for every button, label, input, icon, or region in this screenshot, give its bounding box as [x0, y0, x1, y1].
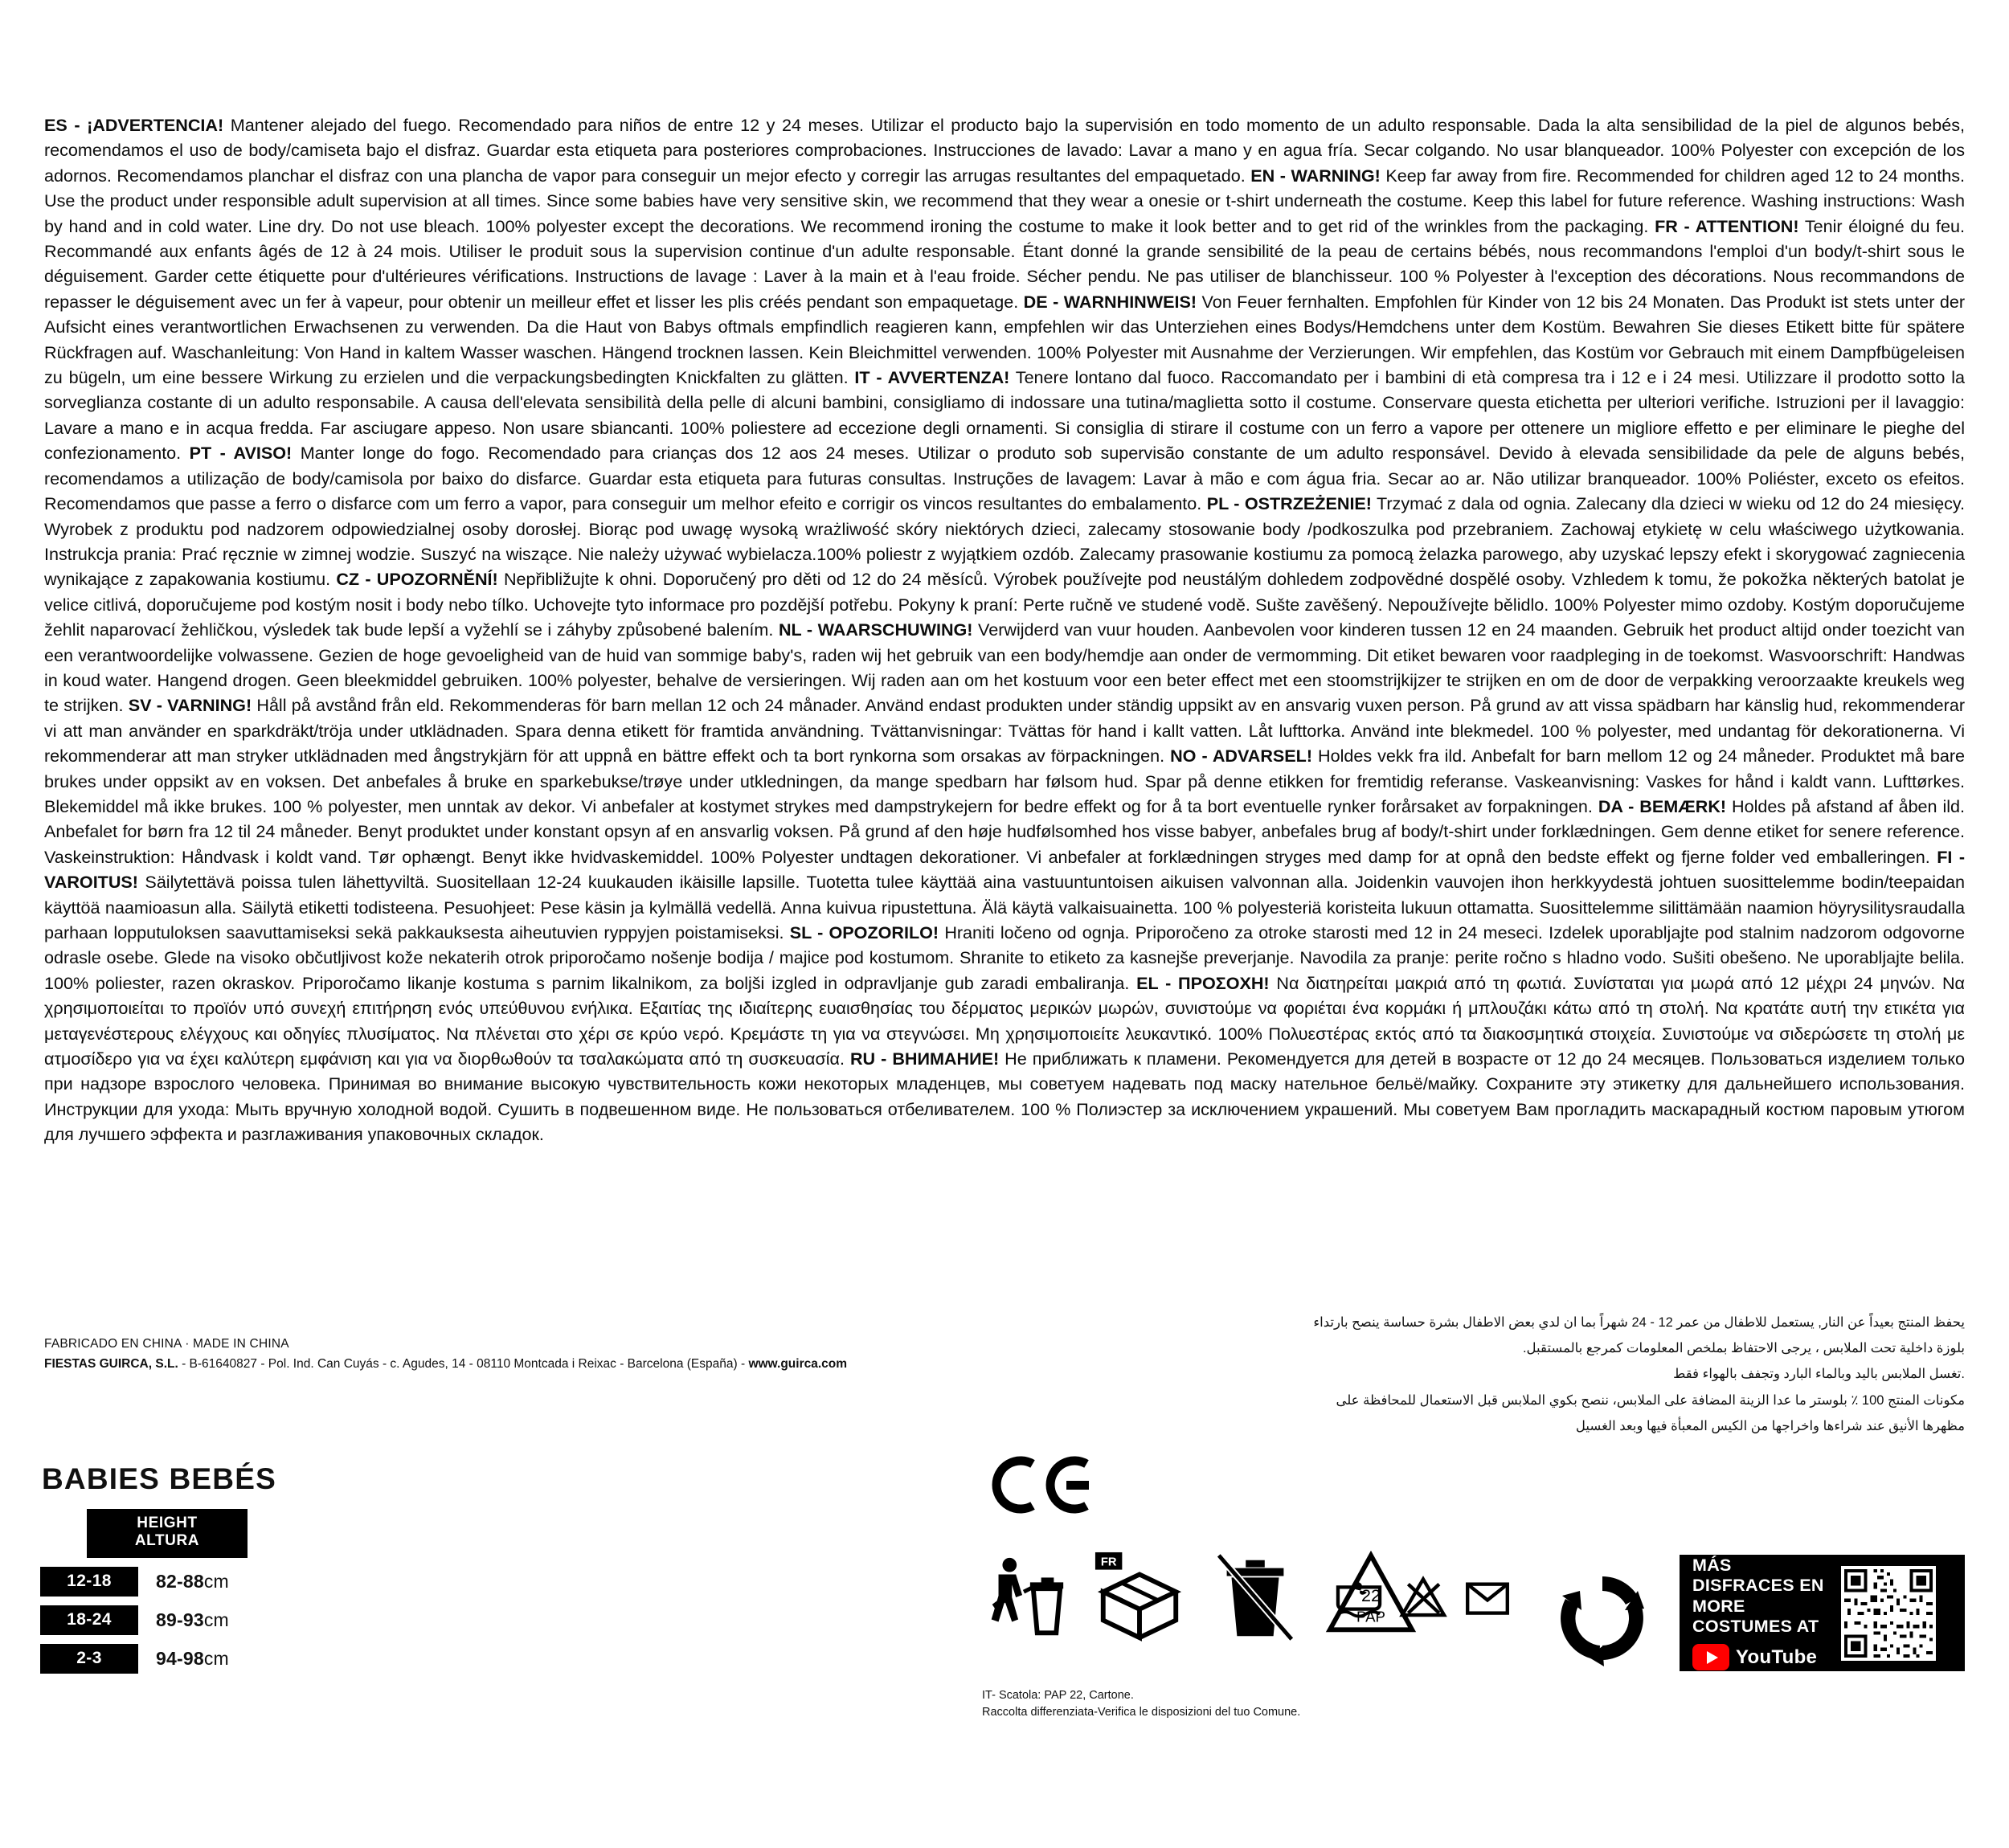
bottom-marks-zone [0, 1438, 2009, 1848]
arabic-warning-text [1065, 1310, 1965, 1439]
multilingual-warning-text: ES - ¡ADVERTENCIA! Mantener alejado del fuego. Recomendado para niños de entre 12 y 24 meses. Utilizar el producto bajo la supervisión en todo momento de un adulto responsable. Dada la alta sensibilidad de la piel de algunos bebés, recomendamos el uso de body/camiseta bajo el disfraz. Guardar esta etiqueta para posteriores comprobaciones. Instrucciones de lavado: Lavar a mano y en agua fría. Secar colgando. No usar blanqueador. 100% Polyester con excepción de los adornos. Recomendamos planchar el disfraz con una plancha de vapor para conseguir un mejor efecto y corregir las arrugas resultantes del empaquetado. EN - WARNING! Keep far away from fire. Recommended for children aged 12 to 24 months. Use the product under responsible adult supervision at all times. Since some babies have very sensitive skin, we recommend that they wear a onesie or t-shirt underneath the costume. Keep this label for future reference. Washing instructions: Wash by hand and in cold water. Line dry. Do not use bleach. 100% polyester except the decorations. We recommend ironing the costume to make it look better and to get rid of the wrinkles from the packaging. FR - ATTENTION! Tenir éloigné du feu. Recommandé aux enfants âgés de 12 à 24 mois. Utiliser le produit sous la supervision continue d'un adulte responsable. Étant donné la grande sensibilité de la peau de certains bébés, nous recommandons l'emploi d'un body/t-shirt sous le déguisement. Garder cette étiquette pour d'ultérieures vérifications. Instructions de lavage : Laver à la main et à l'eau froide. Sécher pendu. Ne pas utiliser de blanchisseur. 100 % Polyester à l'exception des décorations. Nous recommandons de repasser le déguisement avec un fer à vapeur, pour obtenir un meilleur effet et lisser les plis créés pendant son empaquetage. DE - WARNHINWEIS! Von Feuer fernhalten. Empfohlen für Kinder von 12 bis 24 Monaten. Das Produkt ist stets unter der Aufsicht eines verantwortlichen Erwachsenen zu verwenden. Da die Haut von Babys oftmals empfindlich reagieren kann, empfehlen wir das Unterziehen eines Bodys/Hemdchens unter dem Kostüm. Bewahren Sie dieses Etikett bitte für spätere Rückfragen auf. Waschanleitung: Von Hand in kaltem Wasser waschen. Hängend trocknen lassen. Kein Bleichmittel verwenden. 100% Polyester mit Ausnahme der Verzierungen. Wir empfehlen, das Kostüm vor Gebrauch mit einem Dampfbügeleisen zu bügeln, um eine bessere Wirkung zu erzielen und die verpackungsbedingten Knickfalten zu glätten. IT - AVVERTENZA! Tenere lontano dal fuoco. Raccomandato per i bambini di età compresa tra i 12 e i 24 mesi. Utilizzare il prodotto sotto la sorveglianza costante di un adulto responsabile. A causa dell'elevata sensibilità della pelle di alcuni bambini, consigliamo di indossare una tutina/maglietta sotto il costume. Conservare questa etichetta per ulteriori verifiche. Istruzioni per il lavaggio: Lavare a mano e in acqua fredda. Far asciugare appeso. Non usare sbiancanti. 100% poliestere ad eccezione degli ornamenti. Si consiglia di stirare il costume con un ferro a vapore per ottenere un migliore effetto e per eliminare le pieghe del confezionamento. PT - AVISO! Manter longe do fogo. Recomendado para crianças dos 12 aos 24 meses. Utilizar o produto sob supervisão constante de um adulto responsável. Devido à elevada sensibilidade da pele de alguns bebés, recomendamos a utilização de body/camisola por baixo do disfarce. Guardar esta etiqueta para futuras consultas. Instruções de lavagem: Lavar à mão e com água fria. Secar ao ar. Não utilizar branqueador. 100% Poliéster, exceto os efeitos. Recomendamos que passe a ferro o disfarce com um ferro a vapor, para conseguir um melhor efeito e corrigir os vincos resultantes do embalamento. PL - OSTRZEŻENIE! Trzymać z dala od ognia. Zalecany dla dzieci w wieku od 12 do 24 miesięcy. Wyrobek z produktu pod nadzorem odpowiedzialnej osoby dorosłej. Biorąc pod uwagę wysoką wrażliwość skóry niektórych dzieci, zalecamy stosowanie body /podkoszulka pod przebraniem. Zachowaj etykietę w celu właściwego użytkowania. Instrukcja prania: Prać ręcznie w zimnej wodzie. Suszyć na wiszące. Nie należy używać wybielacza.100% poliestr z wyjątkiem ozdób. Zalecamy prasowanie kostiumu za pomocą żelazka parowego, aby uzyskać lepszy efekt i skorygować zagniecenia wynikające z zapakowania kostiumu. CZ - UPOZORNĚNÍ! Nepřibližujte k ohni. Doporučený pro děti od 12 do 24 měsíců. Výrobek používejte pod neustálým dohledem zodpovědné dospělé osoby. Vzhledem k tomu, že pokožka některých batolat je velice citlivá, doporučujeme pod kostým nosit i body nebo tílko. Uchovejte tyto informace pro pozdější potřebu. Pokyny k praní: Perte ručně ve studené vodě. Sušte zavěšený. Nepoužívejte bělidlo. 100% Polyester mimo ozdoby. Kostým doporučujeme žehlit naparovací žehličkou, výsledek tak bude lepší a vyžehlí se i záhyby způsobené balením. NL - WAARSCHUWING! Verwijderd van vuur houden. Aanbevolen voor kinderen tussen 12 en 24 maanden. Gebruik het product altijd onder toezicht van een verantwoordelijke volwassene. Gezien de hoge gevoeligheid van de huid van sommige baby's, raden wij het gebruik van een body/hemdje aan onder de vermomming. Dit etiket bewaren voor raadpleging in de toekomst. Wasvoorschrift: Handwas in koud water. Hangend drogen. Geen bleekmiddel gebruiken. 100% polyester, behalve de versieringen. Wij raden aan om het kostuum voor een beter effect met een stoomstrijkijzer te strijken en om de door de verpakking veroorzaakte kreukels weg te strijken. SV - VARNING! Håll på avstånd från eld. Rekommenderas för barn mellan 12 och 24 månader. Använd endast produkten under ständig uppsikt av en ansvarig vuxen person. På grund av att vissa spädbarn har känslig hud, rekommenderar vi att man använder en sparkdräkt/tröja under utklädnaden. Spara denna etikett för framtida användning. Tvättanvisningar: Tvättas för hand i kallt vatten. Låt lufttorka. Använd inte blekmedel. 100 % polyester, med undantag för dekorationerna. Vi rekommenderar att man stryker utklädnaden med ångstrykjärn för att uppnå en bättre effekt och ta bort rynkorna som orsakas av förpackningen. NO - ADVARSEL! Holdes vekk fra ild. Anbefalt for barn mellom 12 og 24 måneder. Produktet må bare brukes under oppsikt av en voksen. Det anbefales å bruke en sparkebukse/trøye under utkledningen, da mange spedbarn har følsom hud. Spar på denne etikken for fremtidig referanse. Vaskeanvisning: Vaskes for hånd i kaldt vann. Lufttørkes. Blekemiddel må ikke brukes. 100 % polyester, men unntak av dekor. Vi anbefaler at kostymet strykes med dampstrykejern for bedre effekt og for å ta bort eventuelle rynker forårsaket av forpakningen. DA - BEMÆRK! Holdes på afstand af åben ild. Anbefalet for børn fra 12 til 24 måneder. Benyt produktet under konstant opsyn af en ansvarlig voksen. På grund af den høje hudfølsomhed hos visse babyer, anbefales brug af body/t-shirt under forklædningen. Gem denne etiket for senere reference. Vaskeinstruktion: Håndvask i koldt vand. Tør ophængt. Benyt ikke hvidvaskemiddel. 100% Polyester undtagen dekorationer. Vi anbefaler at forklædningen stryges med damp for at opnå den bedste effekt og fjerne folder ved emballeringen. FI - VAROITUS! Säilytettävä poissa tulen lähettyviltä. Suositellaan 12-24 kuukauden ikäisille lapsille. Tuotetta tulee käyttää aina vastuuntuntoisen aikuisen valvonnan alla. Joidenkin vauvojen ihon herkkyydestä johtuen suosittelemme bodin/teepaidan käyttöä naamioasun alla. Säilytä etiketti todisteena. Pesuohjeet: Pese käsin ja kylmällä vedellä. Anna kuivua ripustettuna. Älä käytä valkaisuainetta. 100 % polyesteriä koristeita lukuun ottamatta. Suosittelemme silittämään naamion höyrysilitysraudalla parhaan lopputuloksen saavuttamiseksi sekä pakkauksesta aiheutuvien ryppyjen poistamiseksi. SL - OPOZORILO! Hraniti ločeno od ognja. Priporočeno za otroke starosti med 12 in 24 meseci. Izdelek uporabljajte pod stalnim nadzorom odgovorne odrasle osebe. Glede na visoko občutljivost kože nekaterih otrok priporočamo nošenje bodija / majice pod kostumom. Shranite to etiketo za kasnejše preverjanje. Navodila za pranje: perite ročno s hladno vodo. Sušiti obešeno. Ne uporabljajte belila. 100% poliester, razen okraskov. Priporočamo likanje kostuma s parnim likalnikom, za boljši izgled in odpravljanje gub zaradi embaliranja. EL - ΠΡΟΣΟΧΗ! Να διατηρείται μακριά από τη φωτιά. Συνίσταται για μωρά από 12 μέχρι 24 μηνών. Να χρησιμοποιείται το προϊόν υπό συνεχή επιτήρηση ενός υπεύθυνου ενήλικα. Εξαιτίας της ιδιαίτερης ευαισθησίας του δέρματος μερικών μωρών, συνιστούμε να φοριέται ένα κορμάκι ή μπλουζάκι κάτω από τη στολή. Να κρατάτε αυτή την ετικέτα για μεταγενέστερους ελέγχους και οδηγίες πλυσίματος. Να πλένεται στο χέρι σε κρύο νερό. Κρεμάστε τη για να στεγνώσει. Μη χρησιμοποιείτε λευκαντικό. 100% Πολυεστέρας εκτός από τα διακοσμητικά στοιχεία. Συνιστούμε να σιδερώσετε τη στολή με ατμοσίδερο για να έχει καλύτερη εμφάνιση και για να διορθωθούν τα τσαλακώματα από τη συσκευασία. RU - ВНИМАНИЕ! Не приближать к пламени. Рекомендуется для детей в возрасте от 12 до 24 месяцев. Пользоваться изделием только при надзоре взрослого человека. Принимая во внимание высокую чувствительность кожи некоторых младенцев, мы советуем надевать под маску нательное бельё/майку. Сохраните эту этикетку для дальнейшего использования. Инструкции для ухода: Мыть вручную холодной водой. Сушить в подвешенном виде. Не пользоваться отбеливателем. 100 % Полиэстер за исключением украшений. Мы советуем Вам прогладить маскарадный костюм паровым утюгом для лучшего эффекта и разглаживания упаковочных складок. [44, 115, 1966, 1145]
size-height-value [156, 1609, 229, 1631]
arabic-line-4: مكونات المنتج 100 ٪ بلوستر ما عدا الزينة المضافة على الملابس، ننصح بكوي الملابس قبل الاستعمال للمحافظة على [1336, 1392, 1965, 1408]
ce-mark-icon [988, 1445, 1109, 1529]
company-line [44, 1354, 1049, 1374]
tumble-dry-icon [1463, 1573, 1512, 1623]
qr-code-icon[interactable] [1841, 1566, 1936, 1661]
company-name: FIESTAS GUIRCA, S.L. [44, 1357, 178, 1372]
size-table [40, 1462, 378, 1674]
arabic-line-5: مظهرها الأنيق عند شراءها واخراجها من الكيس المعبأة فيها وبعد الغسيل [1575, 1418, 1965, 1433]
svg-text:PAP: PAP [1356, 1608, 1385, 1625]
svg-text:FR: FR [1100, 1556, 1117, 1569]
size-height-value [156, 1648, 229, 1670]
packaging-caption-line-2: Raccolta differenziata-Verifica le disposizioni del tuo Comune. [982, 1706, 1301, 1719]
size-table-title: BABIES BEBÉS [42, 1462, 276, 1495]
size-height-unit: cm [203, 1570, 229, 1592]
size-age-badge: 2-3 [40, 1644, 138, 1674]
arabic-line-2: بلوزة داخلية تحت الملابس ، يرجى الاحتفاظ بملخص المعلومات كمرجع بالمستقبل. [1522, 1341, 1965, 1356]
arabic-line-3: .تغسل الملابس باليد وبالماء البارد وتجفف بالهواء فقط [1673, 1367, 1965, 1382]
size-age-badge: 12-18 [40, 1567, 138, 1597]
origin-line: FABRICADO EN CHINA · MADE IN CHINA [44, 1337, 289, 1351]
do-not-bleach-icon [1398, 1573, 1448, 1623]
youtube-label: YouTube [1736, 1646, 1818, 1668]
size-age-badge: 18-24 [40, 1605, 138, 1635]
company-address: - B-61640827 - Pol. Ind. Can Cuyás - c. Agudes, 14 - 08110 Montcada i Reixac - Barcelona (España) - [178, 1357, 749, 1372]
packaging-caption-line-1: IT- Scatola: PAP 22, Cartone. [982, 1689, 1134, 1702]
promo-banner[interactable] [1680, 1555, 1965, 1671]
table-row [40, 1605, 378, 1635]
table-row [40, 1567, 378, 1597]
cardboard-box-fr-icon [1092, 1551, 1187, 1646]
svg-text:22: 22 [1360, 1584, 1381, 1605]
promo-line-2: MORE COSTUMES AT [1692, 1596, 1819, 1636]
packaging-caption [982, 1687, 1300, 1721]
size-height-number: 82-88 [156, 1570, 204, 1592]
green-dot-recycling-icon [1551, 1567, 1654, 1674]
size-height-value [156, 1571, 229, 1592]
promo-line-1: MÁS DISFRACES EN [1692, 1555, 1824, 1596]
youtube-logo[interactable] [1692, 1644, 1836, 1670]
arabic-line-1: يحفظ المنتج بعيداً عن النار, يستعمل للاطفال من عمر 12 - 24 شهراً بما ان لدي بعض الاطفال بشرة حساسة ينصح بارتداء [1313, 1315, 1965, 1330]
size-height-number: 89-93 [156, 1609, 204, 1630]
size-header-height: HEIGHT [137, 1515, 198, 1531]
size-height-number: 94-98 [156, 1647, 204, 1669]
youtube-play-icon [1692, 1644, 1729, 1670]
company-website: www.guirca.com [748, 1357, 848, 1372]
laundry-care-symbols [1334, 1573, 1512, 1623]
promo-text [1680, 1556, 1836, 1670]
manufacturer-info [44, 1334, 1049, 1374]
table-row [40, 1644, 378, 1674]
recycle-bin-person-icon [976, 1551, 1071, 1646]
size-table-header [87, 1509, 248, 1558]
size-height-unit: cm [203, 1609, 229, 1630]
size-header-altura: ALTURA [134, 1532, 200, 1550]
size-height-unit: cm [203, 1647, 229, 1669]
do-not-litter-bin-icon [1208, 1551, 1303, 1646]
hand-wash-icon [1334, 1573, 1384, 1623]
